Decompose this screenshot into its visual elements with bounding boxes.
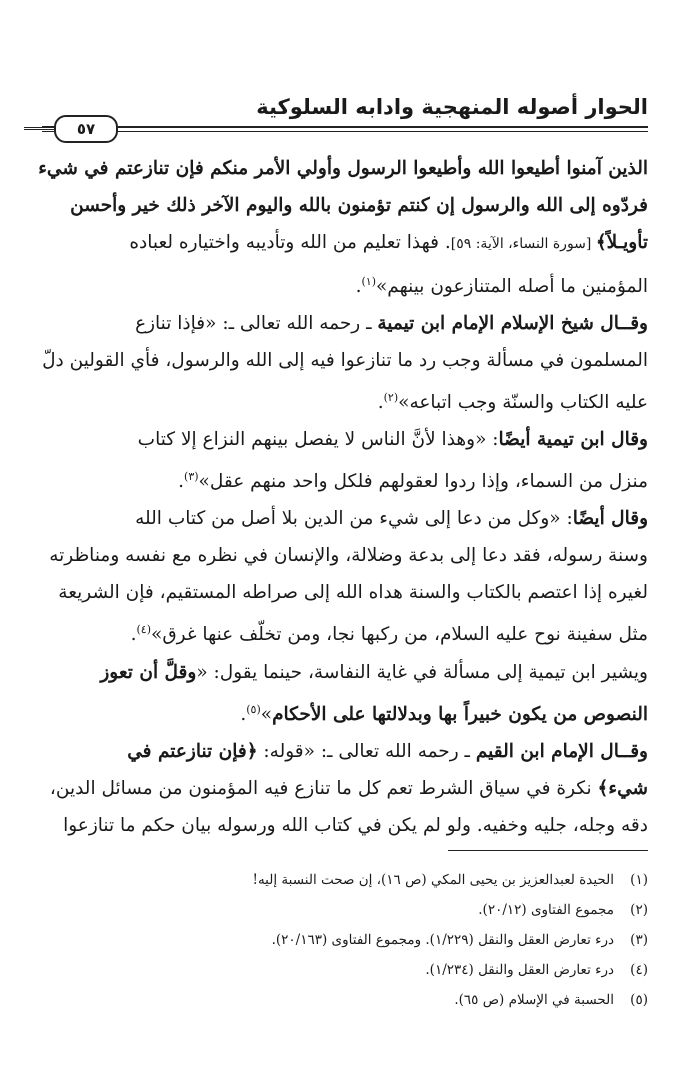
footnote-number: (١) (630, 872, 648, 888)
quran-reference: [سورة النساء، الآية: ٥٩] (450, 236, 596, 252)
footnote-text: درء تعارض العقل والنقل (١/٢٣٤). (425, 962, 614, 978)
footnote-item (38, 895, 648, 925)
footnote-text: مجموع الفتاوى (٢٠/١٢). (478, 902, 614, 918)
text-run: ﴿فإن تنازعتم في شيء﴾ (127, 740, 648, 799)
footnote-marker[interactable]: (٢) (383, 391, 399, 405)
footnote-item (38, 955, 648, 985)
page-number-ornament (24, 127, 54, 130)
paragraph-lead: وقــال شيخ الإسلام الإمام ابن تيمية (377, 313, 648, 335)
paragraph (38, 305, 648, 421)
paragraph (38, 654, 648, 733)
text-run: الذين آمنوا أطيعوا الله وأطيعوا الرسول وأولي الأمر منكم فإن تنازعتم في شيء فردّوه إلى الله والرسول إن كنتم تؤمنون بالله واليوم الآخر ذلك خير وأحسن تأويـلاً﴾ (38, 158, 648, 253)
footnote-number: (٤) (630, 962, 648, 978)
footnote-item (38, 985, 648, 1015)
text-run: ويشير ابن تيمية إلى مسألة في غاية النفاسة، حينما يقول: « (196, 661, 648, 683)
footnote-number: (٣) (630, 932, 648, 948)
paragraph-lead: وقــال الإمام ابن القيم (475, 740, 648, 762)
paragraph-lead: وقال أيضًا (572, 508, 648, 530)
text-run: . (178, 471, 185, 493)
paragraph (38, 421, 648, 500)
text-run: » (260, 703, 273, 725)
header-rule-thin (42, 131, 648, 132)
book-page (14, 0, 670, 1008)
text-run: : «وكل من دعا إلى شيء من الدين بلا أصل من كتاب الله وسنة رسوله، فقد دعا إلى بدعة وضلالة، والإنسان في نظره مع نفسه ومناظرته لغيره إذا اعتصم بالكتاب والسنة هداه الله إلى صراطه المستقيم، فإن الشريعة مثل سفينة نوح عليه السلام، من ركبها نجا، ومن تخلّف عنها غرق» (49, 508, 648, 646)
footnotes (38, 850, 648, 1015)
footnote-item (38, 865, 648, 895)
footnote-number: (٢) (630, 902, 648, 918)
running-header (14, 0, 670, 150)
text-run: ـ رحمه الله تعالى ـ: «قوله: (257, 740, 476, 762)
text-run: . (355, 276, 362, 298)
footnote-item (38, 925, 648, 955)
footnote-number: (٥) (630, 992, 648, 1008)
text-run: . (240, 703, 247, 725)
text-run: . فهذا تعليم من الله وتأديبه واختياره لعباده المؤمنين ما أصله المتنازعون بينهم» (129, 232, 648, 298)
paragraph-lead: وقال ابن تيمية أيضًا (498, 429, 648, 451)
paragraph (38, 500, 648, 653)
text-run: نكرة في سياق الشرط تعم كل ما تنازع فيه المؤمنون من مسائل الدين، دقه وجله، جليه وخفيه. ولو لم يكن في كتاب الله ورسوله بيان حكم ما تنازعوا (49, 777, 648, 836)
footnote-marker[interactable]: (٥) (246, 702, 261, 716)
text-run: ـ رحمه الله تعالى ـ: «فإذا تنازع المسلمون في مسألة وجب رد ما تنازعوا فيه إلى الله والرسول، فأي القولين دلّ عليه الكتاب والسنّة وجب اتباعه» (42, 313, 648, 414)
footnote-marker[interactable]: (٣) (184, 470, 199, 484)
paragraph (38, 733, 648, 844)
footnote-marker[interactable]: (٤) (136, 623, 151, 637)
footnote-text: الحسبة في الإسلام (ص ٦٥). (454, 992, 614, 1008)
text-run: وقلَّ أن تعوز النصوص من يكون خبيراً بها وبدلالتها على الأحكام (100, 661, 648, 725)
footnote-text: الحيدة لعبدالعزيز بن يحيى المكي (ص ١٦)، إن صحت النسبة إليه! (252, 872, 614, 888)
footnote-separator (448, 850, 648, 851)
book-title: الحوار أصوله المنهجية وادابه السلوكية (256, 95, 648, 119)
page-number: ٥٧ (54, 115, 118, 143)
text-run: . (377, 392, 384, 414)
footnote-marker[interactable]: (١) (361, 275, 376, 288)
text-run: . (130, 624, 137, 646)
text-run: : «وهذا لأنَّ الناس لا يفصل بينهم النزاع إلا كتاب منزل من السماء، وإذا ردوا لعقولهم فلكل واحد منهم عقل» (137, 429, 648, 493)
footnote-text: درء تعارض العقل والنقل (١/٢٢٩). ومجموع الفتاوى (٢٠/١٦٣). (271, 932, 614, 948)
main-text (38, 150, 648, 844)
footnote-list (38, 865, 648, 1015)
paragraph (38, 150, 648, 305)
header-rule (42, 126, 648, 128)
